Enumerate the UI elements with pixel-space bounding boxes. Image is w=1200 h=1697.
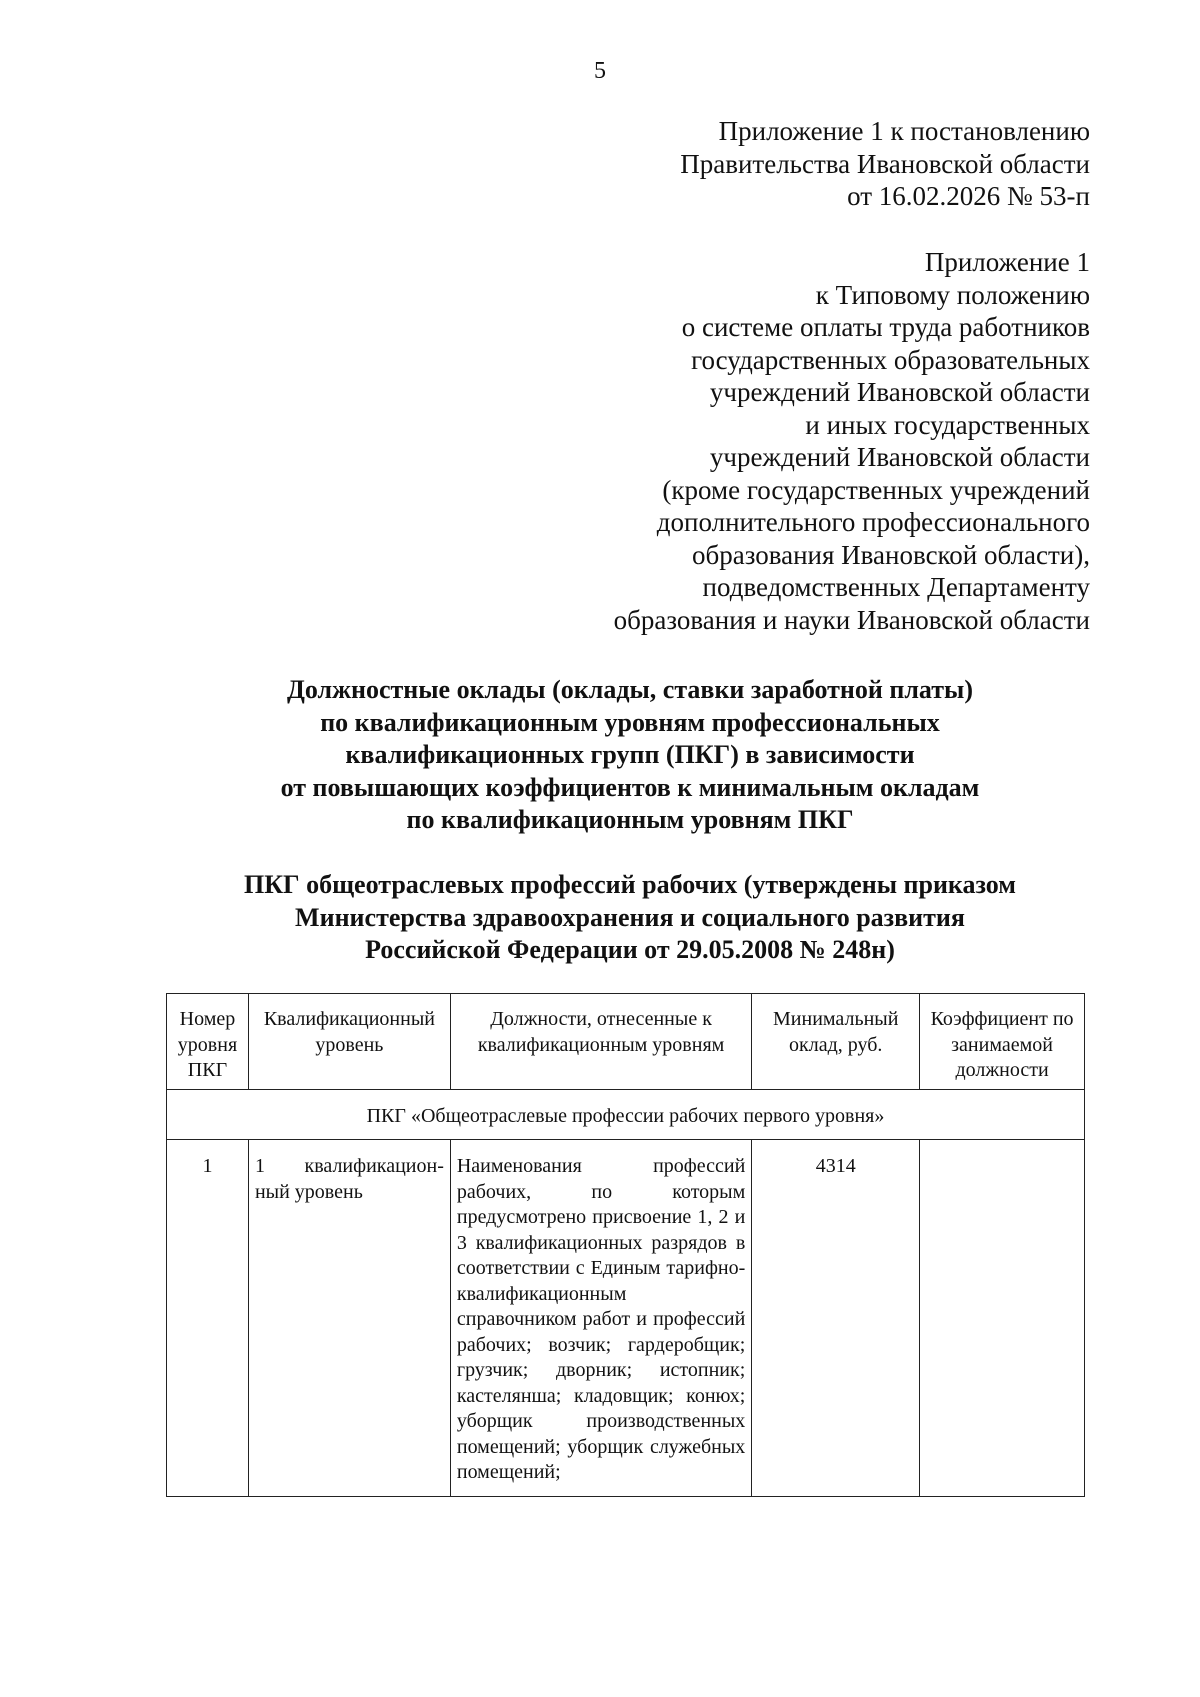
appendix-resolution-line: от 16.02.2026 № 53-п (847, 181, 1090, 211)
pkg-subtitle-line: Российской Федерации от 29.05.2008 № 248н) (365, 935, 895, 964)
appendix-resolution-line: Правительства Ивановской области (680, 148, 1090, 179)
pkg-subtitle-line: Министерства здравоохранения и социального развития (295, 902, 965, 932)
appendix-regulation-line: образования Ивановской области), (691, 539, 1090, 570)
pkg-subtitle-line: ПКГ общеотраслевых профессий рабочих (утверждены приказом (243, 870, 1017, 899)
appendix-resolution-reference (680, 115, 1090, 213)
salary-table (166, 993, 1085, 1497)
document-title (0, 674, 1200, 837)
appendix-regulation-reference (614, 246, 1090, 636)
header-positions: Должности, отнесенные к квалификационным уровням (450, 994, 751, 1090)
header-qualification-level: Квалификационный уровень (248, 994, 450, 1090)
appendix-regulation-line: учреждений Ивановской области (709, 377, 1090, 407)
pkg-subtitle (0, 869, 1200, 967)
header-level-number: Номер уровня ПКГ (167, 994, 249, 1090)
appendix-regulation-line: (кроме государственных учреждений (662, 474, 1090, 505)
cell-min-salary: 4314 (752, 1140, 920, 1497)
table-row (167, 1140, 1085, 1497)
appendix-regulation-line: к Типовому положению (815, 279, 1090, 310)
page-number: 5 (594, 58, 606, 84)
table-group-row (167, 1089, 1085, 1140)
document-title-line: по квалификационным уровням ПКГ (406, 805, 854, 834)
appendix-resolution-line: Приложение 1 к постановлению (718, 116, 1090, 146)
document-title-line: квалификационных групп (ПКГ) в зависимости (345, 740, 915, 769)
document-title-line: от повышающих коэффициентов к минимальным окладам (280, 772, 980, 802)
cell-positions: Наименования профессий рабочих, по которым предусмотрено присвоение 1, 2 и 3 квалификационных разрядов в соответствии с Единым тарифно-квалификационным справочником работ и профессий рабочих; возчик; гардеробщик; грузчик; дворник; истопник; кастелянша; кладовщик; конюх; уборщик производственных помещений; уборщик служебных помещений; (450, 1140, 751, 1497)
cell-level-number: 1 (167, 1140, 249, 1497)
header-min-salary: Минимальный оклад, руб. (752, 994, 920, 1090)
cell-qualification-level: 1 квалификацион-ный уровень (248, 1140, 450, 1497)
appendix-regulation-line: образования и науки Ивановской области (613, 604, 1090, 635)
appendix-regulation-line: учреждений Ивановской области (709, 442, 1090, 472)
appendix-regulation-line: государственных образовательных (691, 344, 1090, 375)
document-title-line: Должностные оклады (оклады, ставки заработной платы) (286, 675, 973, 704)
document-title-line: по квалификационным уровням профессиональных (320, 707, 940, 737)
appendix-regulation-line: и иных государственных (805, 409, 1090, 440)
appendix-regulation-line: Приложение 1 (924, 247, 1090, 277)
header-coefficient: Коэффициент по занимаемой должности (920, 994, 1085, 1090)
appendix-regulation-line: о системе оплаты труда работников (681, 312, 1090, 342)
appendix-regulation-line: дополнительного профессионального (656, 507, 1090, 537)
table-header-row (167, 994, 1085, 1090)
appendix-regulation-line: подведомственных Департаменту (702, 572, 1090, 602)
group-title: ПКГ «Общеотраслевые профессии рабочих первого уровня» (167, 1089, 1085, 1140)
cell-coefficient (920, 1140, 1085, 1497)
